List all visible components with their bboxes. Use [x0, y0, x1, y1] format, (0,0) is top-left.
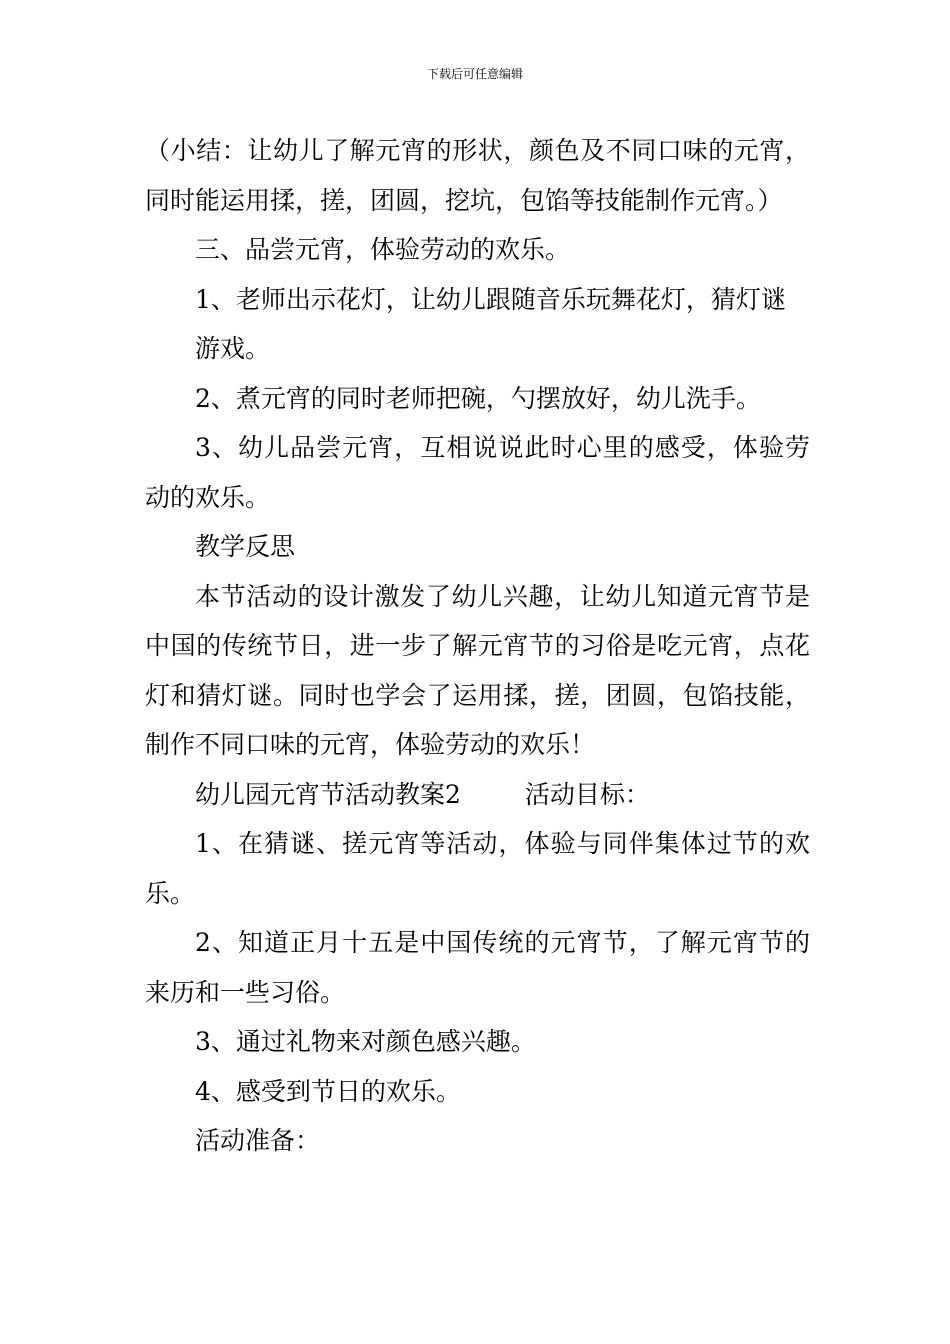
page-header: 下载后可任意编辑 — [426, 67, 523, 81]
reflection-paragraph: 本节活动的设计激发了幼儿兴趣，让幼儿知道元宵节是中国的传统节日，进一步了解元宵节的习俗是吃元宵，点花灯和猜灯谜。同时也学会了运用揉，搓，团圆，包馅技能，制作不同口味的元宵，体验劳动的欢乐！ — [145, 581, 810, 759]
list-item: 4、感受到节日的欢乐。 — [195, 1076, 461, 1106]
list-item: 2、知道正月十五是中国传统的元宵节，了解元宵节的来历和一些习俗。 — [145, 928, 810, 1007]
list-item-continuation: 游戏。 — [195, 334, 271, 363]
list-item: 1、老师出示花灯，让幼儿跟随音乐玩舞花灯，猜灯谜 — [195, 284, 786, 314]
lesson-title-line — [145, 770, 810, 820]
lesson-title: 幼儿园元宵节活动教案2 — [195, 779, 461, 809]
section-heading: 三、品尝元宵，体验劳动的欢乐。 — [195, 235, 571, 264]
section-heading: 教学反思 — [195, 532, 296, 561]
list-item: 3、幼儿品尝元宵，互相说说此时心里的感受，体验劳动的欢乐。 — [145, 433, 810, 512]
objectives-heading: 活动目标： — [524, 779, 650, 809]
document-body — [145, 126, 810, 1166]
list-item: 1、在猜谜、搓元宵等活动，体验与同伴集体过节的欢乐。 — [145, 829, 810, 908]
list-item: 2、煮元宵的同时老师把碗，勺摆放好，幼儿洗手。 — [195, 383, 761, 413]
summary-paragraph: （小结：让幼儿了解元宵的形状，颜色及不同口味的元宵，同时能运用揉，搓，团圆，挖坑，包馅等技能制作元宵。） — [145, 136, 810, 215]
section-heading: 活动准备： — [195, 1126, 321, 1155]
list-item: 3、通过礼物来对颜色感兴趣。 — [195, 1027, 536, 1056]
